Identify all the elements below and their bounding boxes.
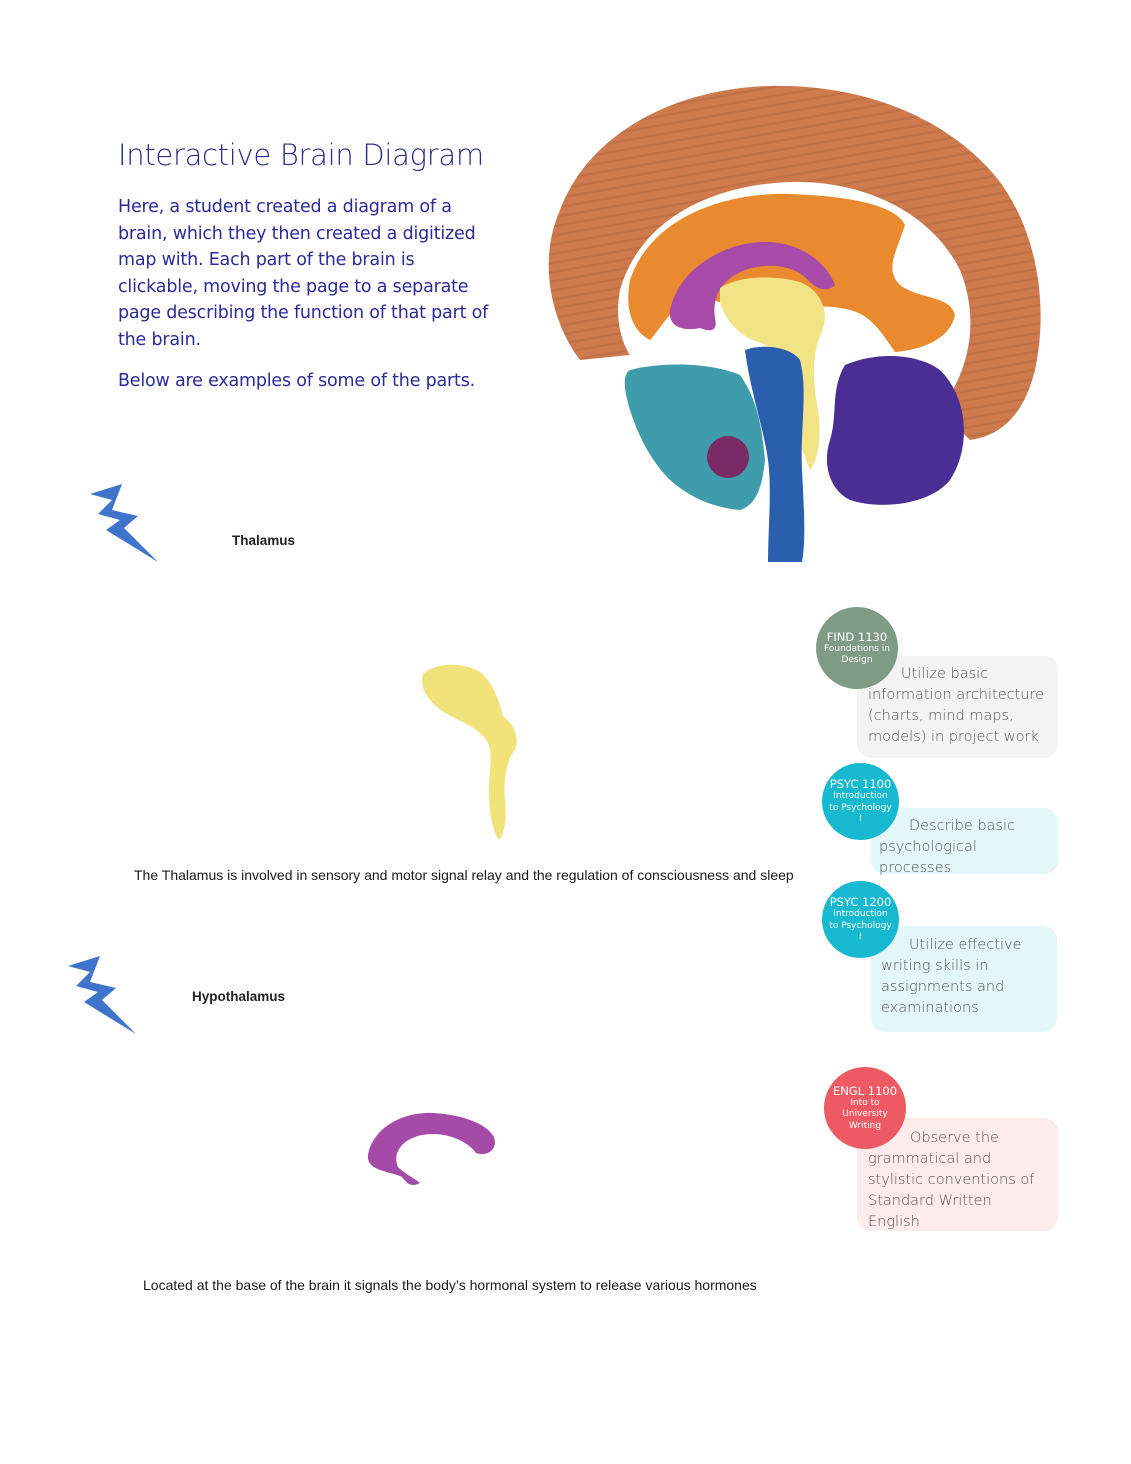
hypothalamus-caption: Located at the base of the brain it signals the body’s hormonal system to release various hormones [143,1277,757,1293]
intro-paragraph: Here, a student created a diagram of a brain, which they then created a digitized map with. Each part of the brain is clickable, moving the page to a separate page describing the function of that part of the brain. [118,197,489,350]
intro-note: Below are examples of some of the parts. [118,371,475,391]
course-name: Introduction to Psychology I [829,909,892,943]
outcome-text: Utilize basic information architecture (charts, mind maps, models) in project work [868,666,1045,745]
outcome-text: Observe the grammatical and stylistic conventions of Standard Written English [868,1130,1035,1230]
brain-hypothalamus-dot[interactable] [707,436,749,478]
brain-pituitary-region[interactable] [625,365,765,510]
hypothalamus-label[interactable]: Hypothalamus [192,989,286,1004]
course-code: ENGL 1100 [832,1083,898,1098]
course-name: Into to University Writing [842,1097,888,1131]
brain-diagram [500,70,1060,570]
course-name: Introduction to Psychology I [829,791,892,825]
thalamus-illustration [415,660,525,845]
page-title: Interactive Brain Diagram [118,138,484,172]
course-name: Foundations in Design [824,643,890,665]
outcome-card [871,808,1058,874]
hypothalamus-illustration [362,1105,502,1190]
course-badge[interactable] [822,881,899,958]
course-badge[interactable] [822,763,899,840]
thalamus-label[interactable]: Thalamus [232,533,296,548]
course-badge[interactable] [824,1067,906,1149]
course-code: FIND 1130 [826,629,888,644]
lightning-icon[interactable] [90,484,160,562]
lightning-icon[interactable] [68,955,138,1035]
thalamus-caption: The Thalamus is involved in sensory and motor signal relay and the regulation of consciousness and sleep [134,867,794,883]
course-code: PSYC 1100 [829,777,892,792]
course-badge[interactable] [816,607,898,689]
course-code: PSYC 1200 [829,895,892,910]
brain-cerebellum[interactable] [827,356,964,505]
outcome-text: Utilize effective writing skills in assignments and examinations [881,937,1022,1016]
outcome-text: Describe basic psychological processes [879,818,1015,876]
